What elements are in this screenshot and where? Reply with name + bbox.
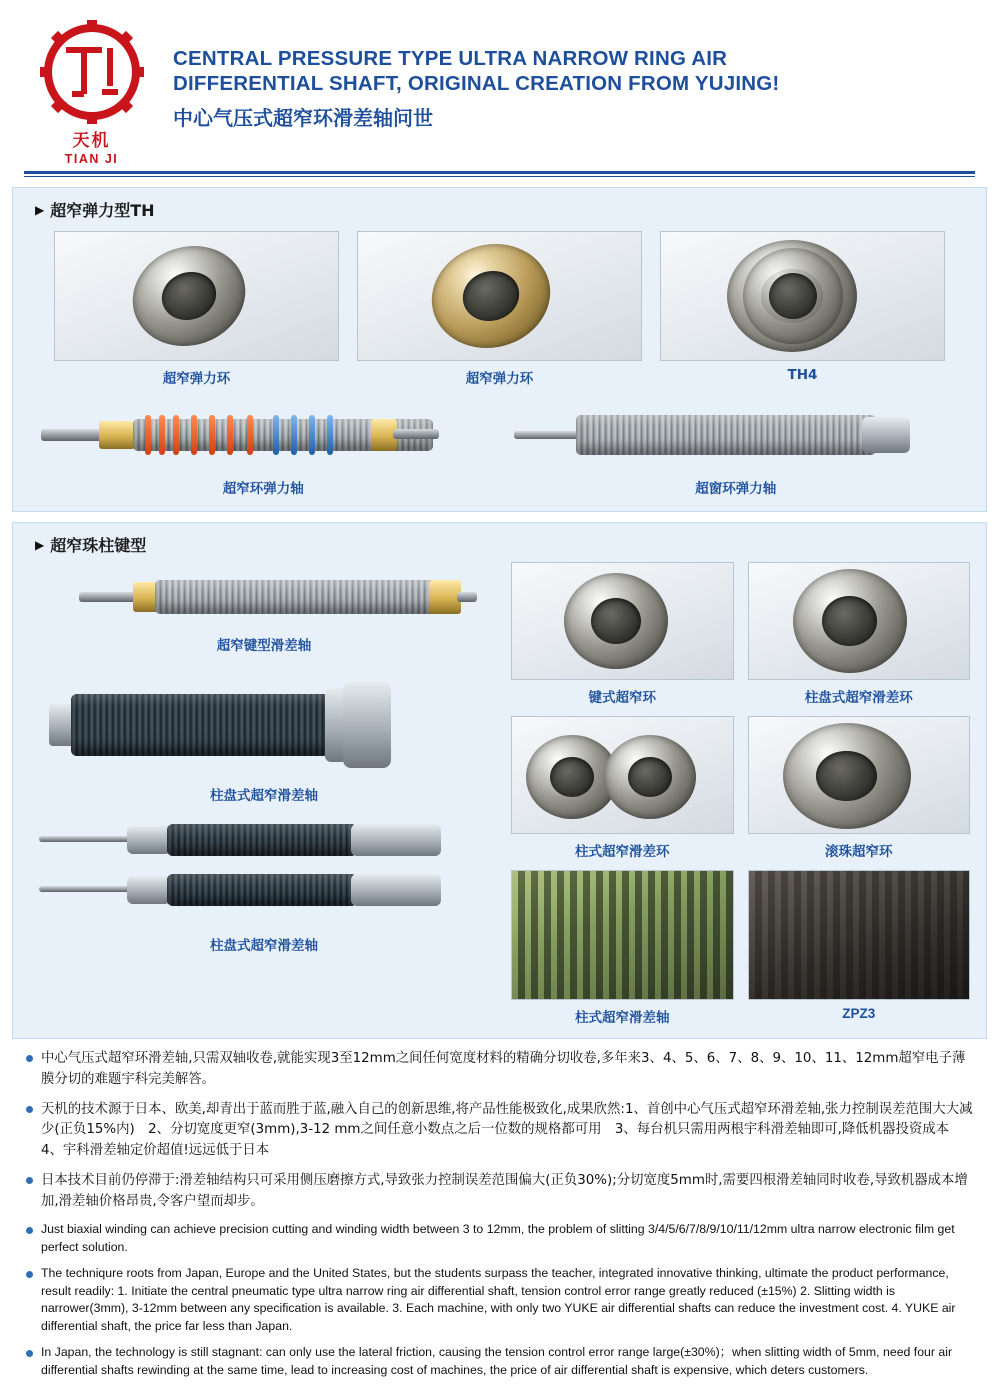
- bullet-text: 日本技术目前仍停滞于:滑差轴结构只可采用侧压磨擦方式,导致张力控制误差范围偏大(正负30%);分切宽度5mm时,需要四根滑差轴同时收卷,导致机器成本增加,滑差轴价格昂贵,令客户望而却步。: [41, 1172, 968, 1209]
- product-photo: [54, 231, 339, 361]
- bullet-text: Just biaxial winding can achieve precision cutting and winding width between 3 to 12mm, the problem of slitting 3/4/5/6/7/8/9/10/11/12mm ultra narrow electronic film get perfect solution.: [41, 1222, 955, 1254]
- header-divider-thick: [24, 171, 975, 174]
- bullet-dot-icon: [26, 1350, 33, 1357]
- oring-art: [309, 415, 315, 455]
- section-ball-key: [12, 522, 987, 1039]
- bullet-item: [26, 1049, 973, 1091]
- product-caption: 超窄弹力环: [465, 371, 534, 387]
- oring-art: [273, 415, 279, 455]
- product-caption: 柱盘式超窄滑差环: [804, 690, 913, 706]
- bullet-text: In Japan, the technology is still stagnant: can only use the lateral friction, causing the tension control error range large(±30%)；when slitting width of 5mm, need four air differential shafts rewinding at the same time, lead to increasing cost of machines, the price of air differential shaft is expensive, which deters customers.: [41, 1345, 953, 1377]
- product-photo: [748, 870, 971, 1000]
- title-english-line1: CENTRAL PRESSURE TYPE ULTRA NARROW RING AIR: [173, 47, 728, 70]
- bullet-item: [26, 1265, 973, 1335]
- shaft-body-art: [71, 694, 329, 756]
- product-card: [54, 231, 339, 387]
- oring-art: [209, 415, 215, 455]
- bullet-item: [26, 1100, 973, 1162]
- logo-chinese-name: 天机: [72, 131, 111, 151]
- product-card: [514, 401, 959, 497]
- product-card: [357, 231, 642, 387]
- ring-art: [604, 735, 696, 819]
- product-card: [660, 231, 945, 387]
- section-ball-key-right: [499, 562, 970, 1026]
- product-caption: TH4: [787, 367, 818, 383]
- shaft-body-art: [167, 824, 357, 856]
- shaft-body-art: [155, 580, 437, 614]
- bullet-text: 中心气压式超窄环滑差轴,只需双轴收卷,就能实现3至12mm之间任何宽度材料的精确分切收卷,多年来3、4、5、6、7、8、9、10、11、12mm超窄电子薄膜分切的难题宇科完美解答。: [41, 1051, 966, 1087]
- ring-grid-row1: [511, 562, 970, 706]
- product-caption: 柱式超窄滑差环: [575, 844, 670, 860]
- logo-english-name: TIAN JI: [64, 152, 119, 166]
- product-caption: 超窄环弹力轴: [222, 481, 304, 497]
- shaft-tip-art: [79, 592, 141, 602]
- product-caption: 滚珠超窄环: [825, 844, 893, 860]
- bullet-text: The techniqure roots from Japan, Europe and the United States, but the students surpass the teacher, integrated innovative thinking, ultimate the product performance, result readily: 1. Initiate the central pneumatic type ultra narrow ring air differential shaft, tension control error range greatly reduced (±15%) 2. Slitting width is narrower(3mm), 3-12mm between any specification is available. 3. Each machine, with only two YUKE air differential shafts can reduce the investment cost. 4. YUKE air differential shaft, the price far less than Japan.: [41, 1266, 956, 1333]
- header-titles: [159, 20, 975, 131]
- shaft-tip-art: [393, 429, 439, 439]
- product-photo: [29, 566, 499, 628]
- bullet-item: [26, 1171, 973, 1213]
- shaft-end-art: [351, 874, 441, 906]
- header-divider-thin: [24, 176, 975, 177]
- product-card: [29, 668, 499, 804]
- product-photo: [41, 401, 486, 471]
- bullet-dot-icon: [26, 1177, 33, 1184]
- shaft-collar-art: [99, 421, 135, 449]
- triangle-bullet-icon: ▶: [35, 202, 45, 217]
- bullet-list: [0, 1039, 999, 1396]
- section-ball-key-title: [13, 523, 986, 562]
- bullet-item: [26, 1344, 973, 1379]
- title-english-line2: DIFFERENTIAL SHAFT, ORIGINAL CREATION FROM YUJING!: [173, 72, 780, 95]
- product-caption: 超窄键型滑差轴: [216, 638, 312, 654]
- product-card: [29, 818, 499, 954]
- product-card: [29, 566, 499, 654]
- product-caption: 柱盘式超窄滑差轴: [210, 788, 318, 804]
- product-photo: [511, 716, 734, 834]
- page-header: [0, 0, 999, 165]
- product-card: [511, 870, 734, 1026]
- ring-art: [427, 244, 554, 348]
- shaft-body-art: [167, 874, 357, 906]
- product-card: [748, 870, 971, 1026]
- ring-art: [783, 723, 911, 829]
- section-th: [12, 187, 987, 512]
- section-ball-key-left: [29, 562, 499, 1026]
- section-ball-key-body: [13, 562, 986, 1026]
- triangle-bullet-icon: ▶: [35, 537, 45, 552]
- product-photo: [511, 562, 734, 680]
- ring-art: [128, 246, 251, 346]
- shaft-end-art: [127, 826, 171, 854]
- product-caption: 柱式超窄滑差轴: [575, 1010, 670, 1026]
- product-photo: [748, 562, 971, 680]
- product-caption: 超窗环弹力轴: [695, 481, 777, 497]
- product-photo: [29, 818, 499, 928]
- oring-art: [191, 415, 197, 455]
- shaft-body-art: [576, 415, 876, 455]
- slat-texture-art: [512, 871, 733, 999]
- title-chinese: 中心气压式超窄环滑差轴问世: [173, 106, 433, 130]
- product-photo: [357, 231, 642, 361]
- shaft-tip-art: [39, 836, 135, 842]
- oring-art: [291, 415, 297, 455]
- oring-art: [327, 415, 333, 455]
- shaft-end-art: [127, 876, 171, 904]
- product-card: [41, 401, 486, 497]
- company-logo: [24, 20, 159, 166]
- product-photo: [514, 401, 959, 471]
- bullet-dot-icon: [26, 1271, 33, 1278]
- bullet-dot-icon: [26, 1055, 33, 1062]
- product-card: [511, 562, 734, 706]
- ring-art: [564, 573, 668, 669]
- oring-art: [145, 415, 151, 455]
- section-th-shaft-row: [13, 387, 986, 511]
- product-photo: [29, 668, 499, 778]
- gear-logo-icon: [40, 20, 144, 124]
- oring-art: [247, 415, 253, 455]
- oring-art: [173, 415, 179, 455]
- bullet-dot-icon: [26, 1106, 33, 1113]
- bullet-text: 天机的技术源于日本、欧美,却青出于蓝而胜于蓝,融入自己的创新思维,将产品性能极致化,成果欣然:1、首创中心气压式超窄环滑差轴,张力控制误差范围大大减少(正负15%内) 2、分切宽度更窄(3mm),3-12 mm之间任意小数点之后一位数的规格都可用 3、每台机只需用两根宇科滑差轴即可,降低机器投资成本 4、宇科滑差轴定价超值!远远低于日本: [41, 1101, 973, 1159]
- ring-art-inner: [743, 248, 843, 344]
- product-photo: [660, 231, 945, 361]
- bullet-item: [26, 1221, 973, 1256]
- slat-texture-art: [749, 871, 970, 999]
- section-th-title: [13, 188, 986, 227]
- bullet-dot-icon: [26, 1227, 33, 1234]
- product-caption: 柱盘式超窄滑差轴: [210, 938, 318, 954]
- ring-grid-row3: [511, 870, 970, 1026]
- shaft-end-art: [862, 417, 910, 453]
- shaft-tip-art: [457, 592, 477, 602]
- shaft-flange-art: [343, 682, 391, 768]
- oring-art: [227, 415, 233, 455]
- oring-art: [159, 415, 165, 455]
- product-photo: [748, 716, 971, 834]
- product-caption: ZPZ3: [842, 1006, 876, 1021]
- shaft-tip-art: [41, 429, 103, 441]
- ring-art: [793, 569, 907, 673]
- shaft-tip-art: [39, 886, 135, 892]
- section-th-ring-row: [13, 227, 986, 387]
- product-caption: 超窄弹力环: [162, 371, 231, 387]
- product-card: [511, 716, 734, 860]
- product-caption: 键式超窄环: [588, 690, 656, 706]
- section-th-title-text: 超窄弹力型TH: [50, 201, 155, 220]
- product-photo: [511, 870, 734, 1000]
- product-card: [748, 562, 971, 706]
- ring-grid-row2: [511, 716, 970, 860]
- product-card: [748, 716, 971, 860]
- shaft-end-art: [351, 824, 441, 856]
- section-ball-key-title-text: 超窄珠柱键型: [50, 536, 147, 555]
